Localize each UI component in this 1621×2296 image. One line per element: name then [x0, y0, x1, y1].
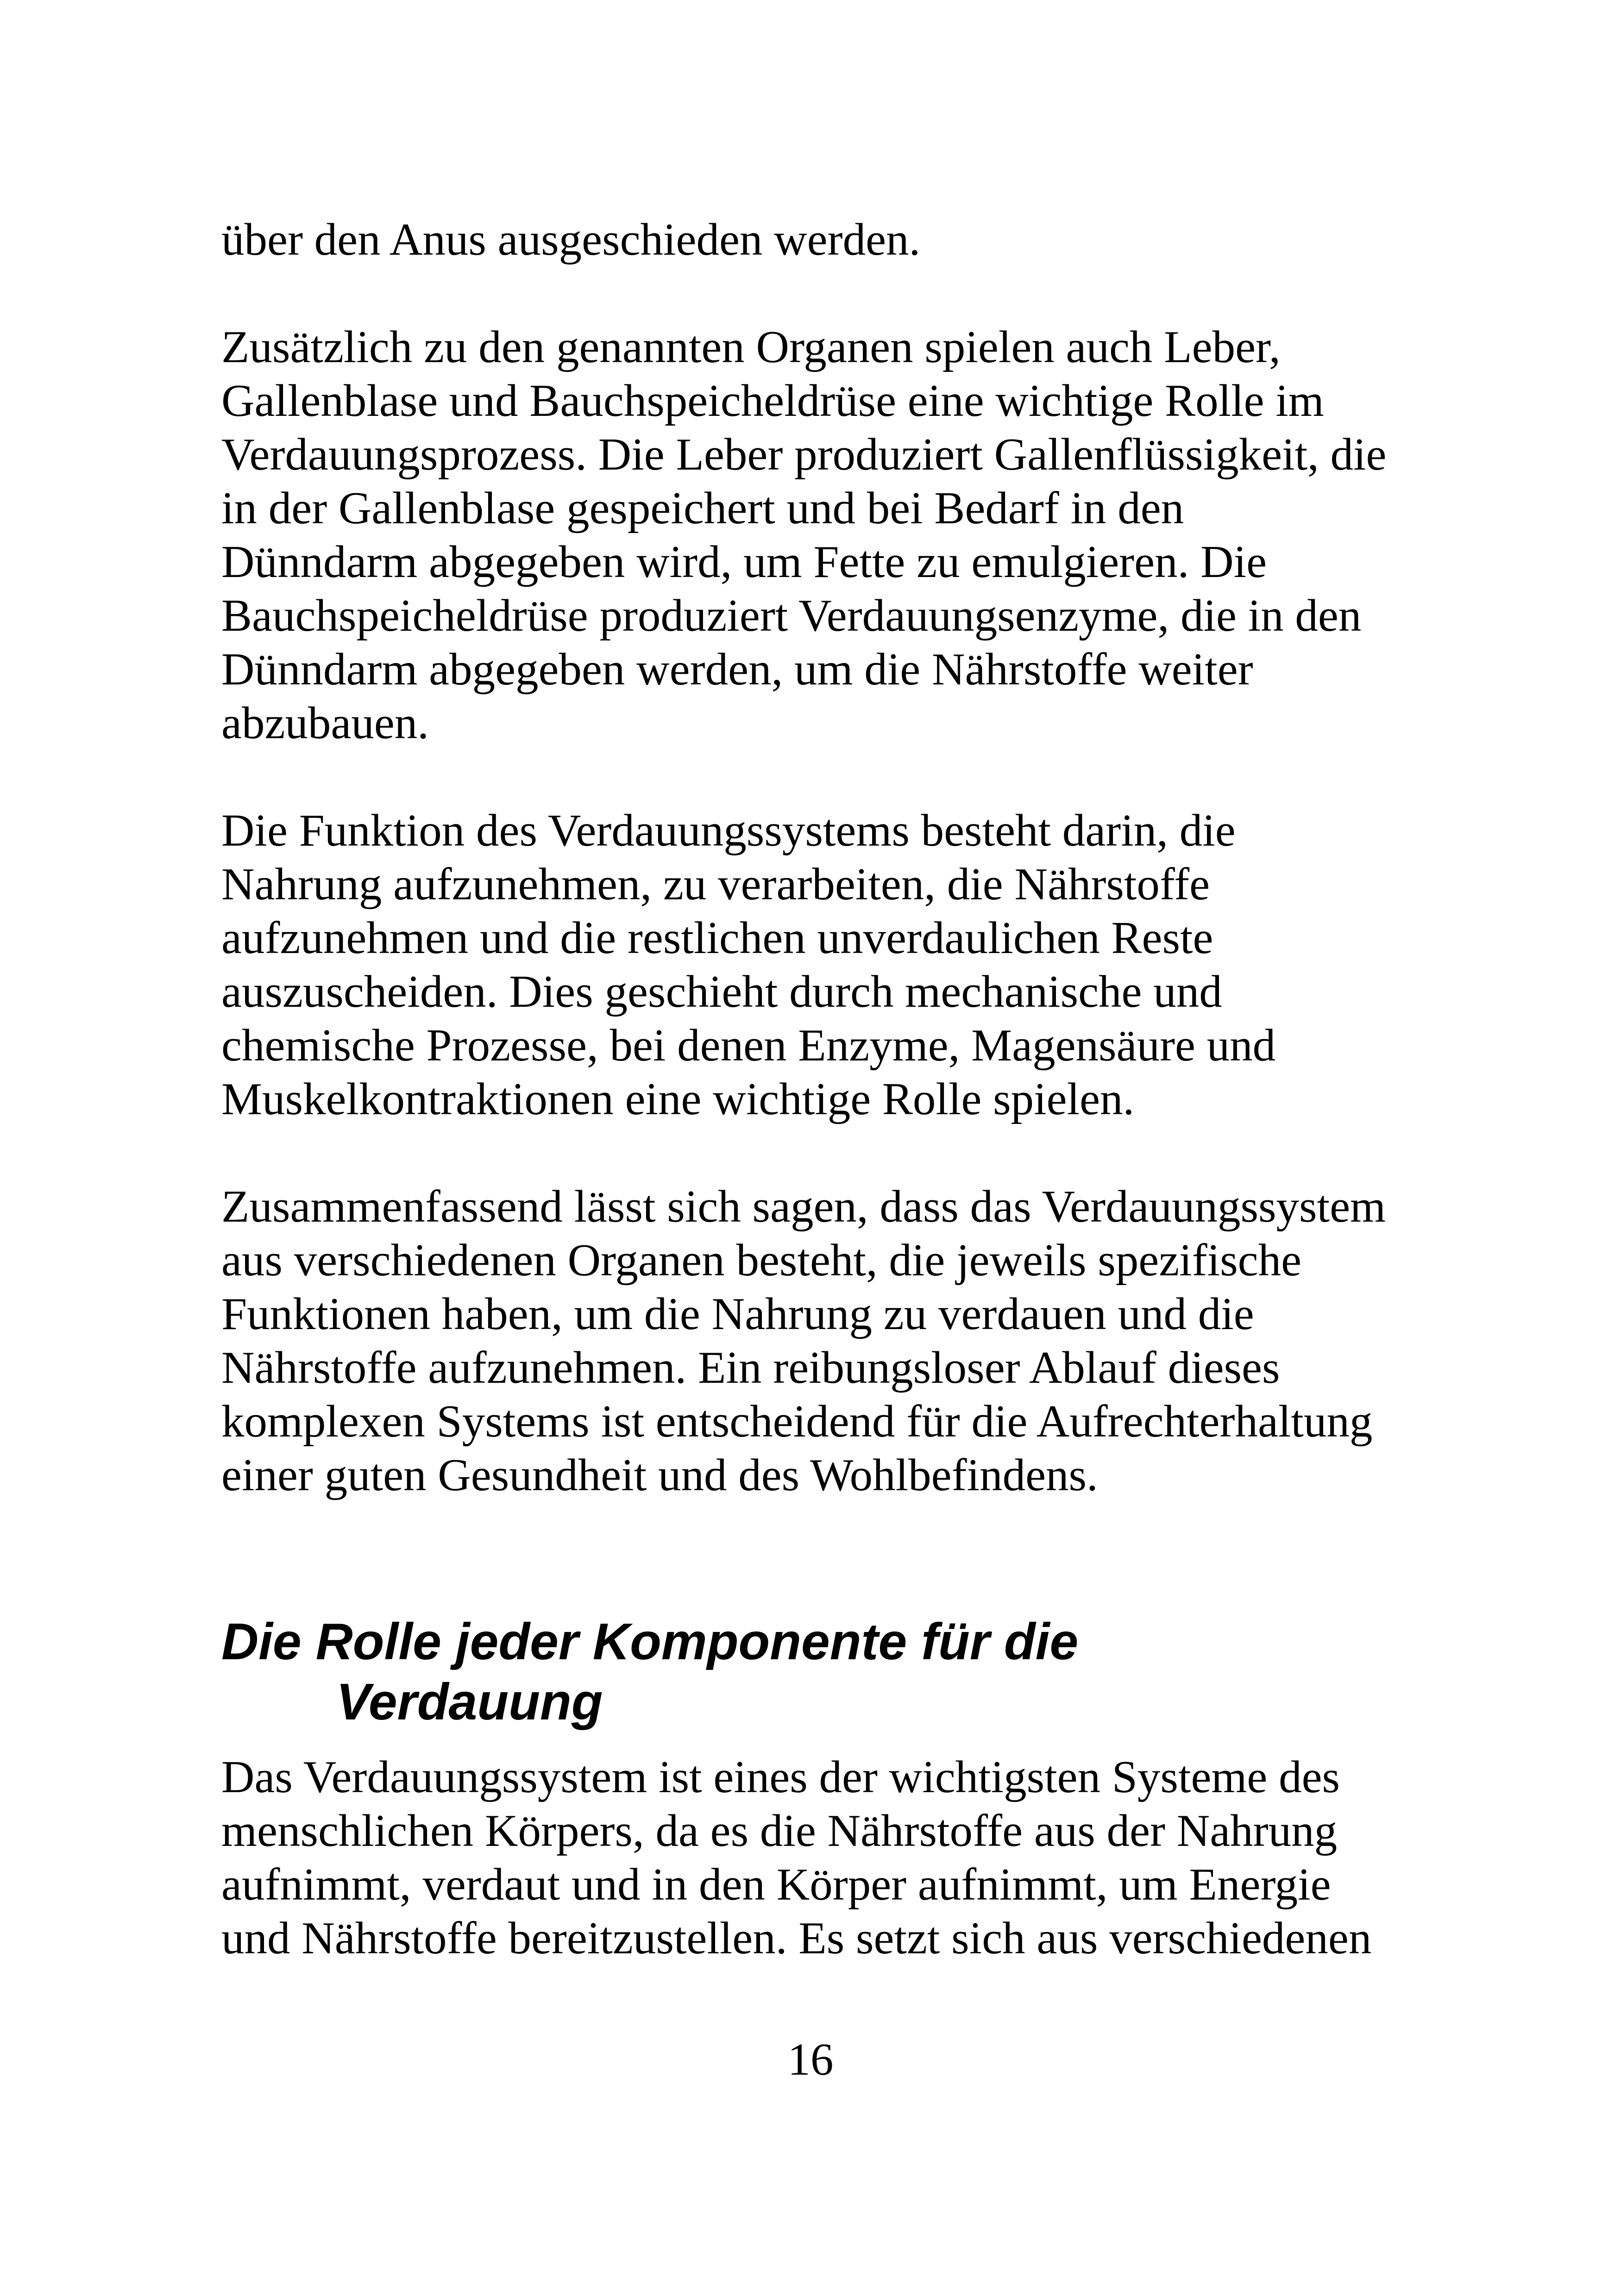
- text-line: chemische Prozesse, bei denen Enzyme, Magensäure und: [221, 1020, 1276, 1071]
- paragraph: [221, 804, 1426, 1126]
- paragraph: [221, 1180, 1426, 1502]
- heading-line: Die Rolle jeder Komponente für die: [221, 1613, 1079, 1670]
- text-line: und Nährstoffe bereitzustellen. Es setzt sich aus verschiedenen: [221, 1913, 1372, 1964]
- text-line: Bauchspeicheldrüse produziert Verdauungsenzyme, die in den: [221, 590, 1362, 641]
- section-heading: [221, 1612, 1426, 1732]
- text-line: menschlichen Körpers, da es die Nährstoffe aus der Nahrung: [221, 1806, 1338, 1856]
- text-line: einer guten Gesundheit und des Wohlbefindens.: [221, 1450, 1098, 1500]
- text-line: Funktionen haben, um die Nahrung zu verdauen und die: [221, 1289, 1254, 1339]
- text-line: aufzunehmen und die restlichen unverdaulichen Reste: [221, 913, 1213, 963]
- text-line: Gallenblase und Bauchspeicheldrüse eine wichtige Rolle im: [221, 376, 1324, 426]
- paragraph: [221, 1750, 1426, 1965]
- text-line: komplexen Systems ist entscheidend für die Aufrechterhaltung: [221, 1396, 1373, 1447]
- heading-line: Verdauung: [336, 1673, 603, 1731]
- text-line: Dünndarm abgegeben wird, um Fette zu emulgieren. Die: [221, 537, 1267, 587]
- text-line: Das Verdauungssystem ist eines der wichtigsten Systeme des: [221, 1752, 1340, 1802]
- text-line: auszuscheiden. Dies geschieht durch mechanische und: [221, 966, 1222, 1017]
- text-line: aufnimmt, verdaut und in den Körper aufnimmt, um Energie: [221, 1859, 1331, 1910]
- text-line: abzubauen.: [221, 698, 429, 748]
- text-line: über den Anus ausgeschieden werden.: [221, 214, 921, 265]
- paragraph: [221, 213, 1426, 267]
- text-line: Muskelkontraktionen eine wichtige Rolle spielen.: [221, 1074, 1135, 1124]
- page-content: [221, 213, 1426, 1965]
- text-line: Dünndarm abgegeben werden, um die Nährstoffe weiter: [221, 644, 1253, 695]
- text-line: in der Gallenblase gespeichert und bei Bedarf in den: [221, 483, 1184, 533]
- paragraph: [221, 320, 1426, 750]
- text-line: Zusammenfassend lässt sich sagen, dass das Verdauungssystem: [221, 1181, 1386, 1232]
- text-line: Zusätzlich zu den genannten Organen spielen auch Leber,: [221, 322, 1281, 372]
- page-number: 16: [787, 2034, 834, 2085]
- text-line: Die Funktion des Verdauungssystems besteht darin, die: [221, 805, 1236, 856]
- text-line: Verdauungsprozess. Die Leber produziert Gallenflüssigkeit, die: [221, 429, 1387, 480]
- text-line: Nahrung aufzunehmen, zu verarbeiten, die Nährstoffe: [221, 859, 1210, 910]
- text-line: aus verschiedenen Organen besteht, die jeweils spezifische: [221, 1235, 1302, 1286]
- text-line: Nährstoffe aufzunehmen. Ein reibungsloser Ablauf dieses: [221, 1342, 1280, 1393]
